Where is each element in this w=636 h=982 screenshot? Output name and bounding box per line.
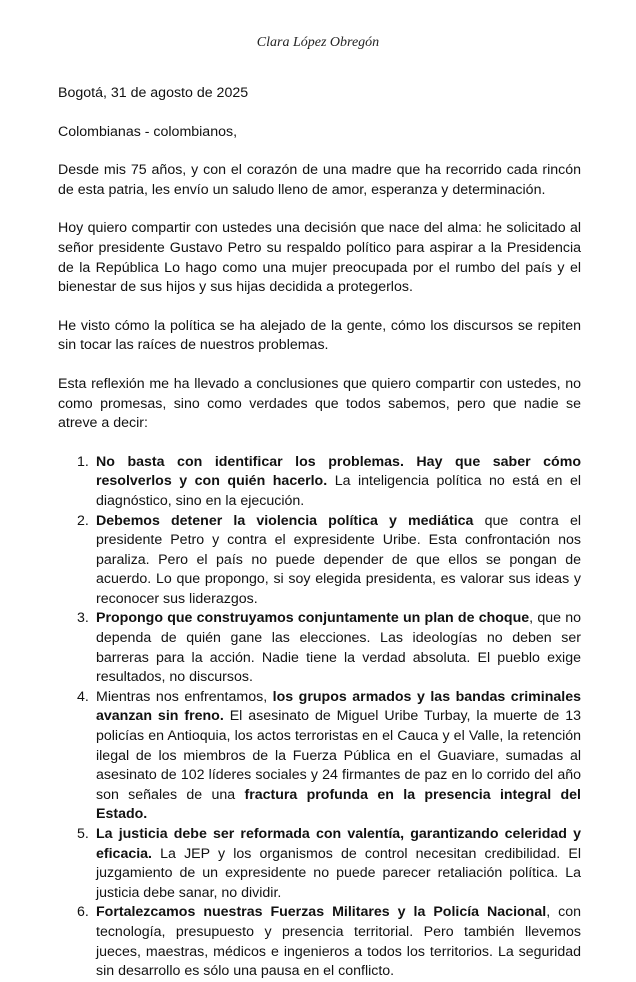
paragraph-reflection: Esta reflexión me ha llevado a conclusiones que quiero compartir con ustedes, no como promesas, sino como verdades que todos sabemos, pero que nadie se atreve a decir: <box>58 375 581 432</box>
point-text: La JEP y los organismos de control necesitan credibilidad. El juzgamiento de un expresidente no puede parecer retaliación política. La justicia debe sanar, no dividir. <box>96 845 581 901</box>
point-bold-tail: fractura profunda en la presencia integral del Estado. <box>96 786 581 823</box>
point-bold-lead: Fortalezcamos nuestras Fuerzas Militares y la Policía Nacional <box>96 904 547 921</box>
point-bold-lead: Propongo que construyamos conjuntamente un plan de choque <box>96 610 530 627</box>
paragraph-observation: He visto cómo la política se ha alejado de la gente, cómo los discursos se repiten sin tocar las raíces de nuestros problemas. <box>58 317 581 354</box>
list-item <box>58 903 581 981</box>
points-list <box>58 453 581 982</box>
point-text: , con tecnología, presupuesto y presencia territorial. Pero también llevemos jueces, maestras, médicos e ingenieros a todos los territorios. La seguridad sin desarrollo es sólo una pausa en el conflicto. <box>96 904 581 980</box>
list-number: 4. <box>77 688 89 705</box>
point-bold-lead: Debemos detener la violencia política y mediática <box>96 512 474 529</box>
point-bold-lead: La justicia debe ser reformada con valentía, garantizando celeridad y eficacia. <box>96 826 581 862</box>
list-number: 2. <box>77 512 89 529</box>
list-item <box>58 512 581 610</box>
list-number: 1. <box>77 453 89 470</box>
point-text: , que no dependa de quién gane las elecciones. Las ideologías no deben ser barreras para la acción. Nadie tiene la verdad absoluta. El pueblo exige resultados, no discursos. <box>96 610 581 686</box>
point-text: que contra el presidente Petro y contra el expresidente Uribe. Esta confrontación nos paraliza. Pero el país no puede depender de que ellos se pongan de acuerdo. Lo que propongo, si soy elegida presidenta, es valorar sus ideas y reconocer sus liderazgos. <box>96 512 581 607</box>
list-item <box>58 825 581 903</box>
letter-date: Bogotá, 31 de agosto de 2025 <box>58 85 249 101</box>
list-number: 5. <box>77 826 89 842</box>
list-item <box>58 609 581 687</box>
list-item <box>58 688 581 825</box>
letter-greeting: Colombianas - colombianos, <box>58 123 238 140</box>
point-bold-lead: No basta con identificar los problemas. Hay que saber cómo resolverlos y con quién hacerlo. <box>96 453 581 490</box>
list-item <box>58 453 581 512</box>
paragraph-intro: Desde mis 75 años, y con el corazón de una madre que ha recorrido cada rincón de esta patria, les envío un saludo lleno de amor, esperanza y determinación. <box>58 162 581 198</box>
list-number: 3. <box>77 610 89 627</box>
point-bold-lead: los grupos armados y las bandas criminales avanzan sin freno. <box>96 688 581 725</box>
letter-body <box>58 84 581 982</box>
list-number: 6. <box>77 904 89 921</box>
point-text: La inteligencia política no está en el diagnóstico, sino en la ejecución. <box>96 473 581 509</box>
point-pre-text: Mientras nos enfrentamos, <box>96 688 273 705</box>
paragraph-decision: Hoy quiero compartir con ustedes una decisión que nace del alma: he solicitado al señor presidente Gustavo Petro su respaldo político para aspirar a la Presidencia de la República Lo hago como una mujer preocupada por el rumbo del país y el bienestar de sus hijos y sus hijas decidida a protegerlos. <box>58 220 581 296</box>
author-header: Clara López Obregón <box>256 35 380 50</box>
point-text: El asesinato de Miguel Uribe Turbay, la muerte de 13 policías en Antioquia, los actos terroristas en el Cauca y el Valle, la retención ilegal de los miembros de la Fuerza Pública en el Guaviare, sumadas al asesinato de 102 líderes sociales y 24 firmantes de paz en lo corrido del año son señales de una <box>96 708 582 803</box>
